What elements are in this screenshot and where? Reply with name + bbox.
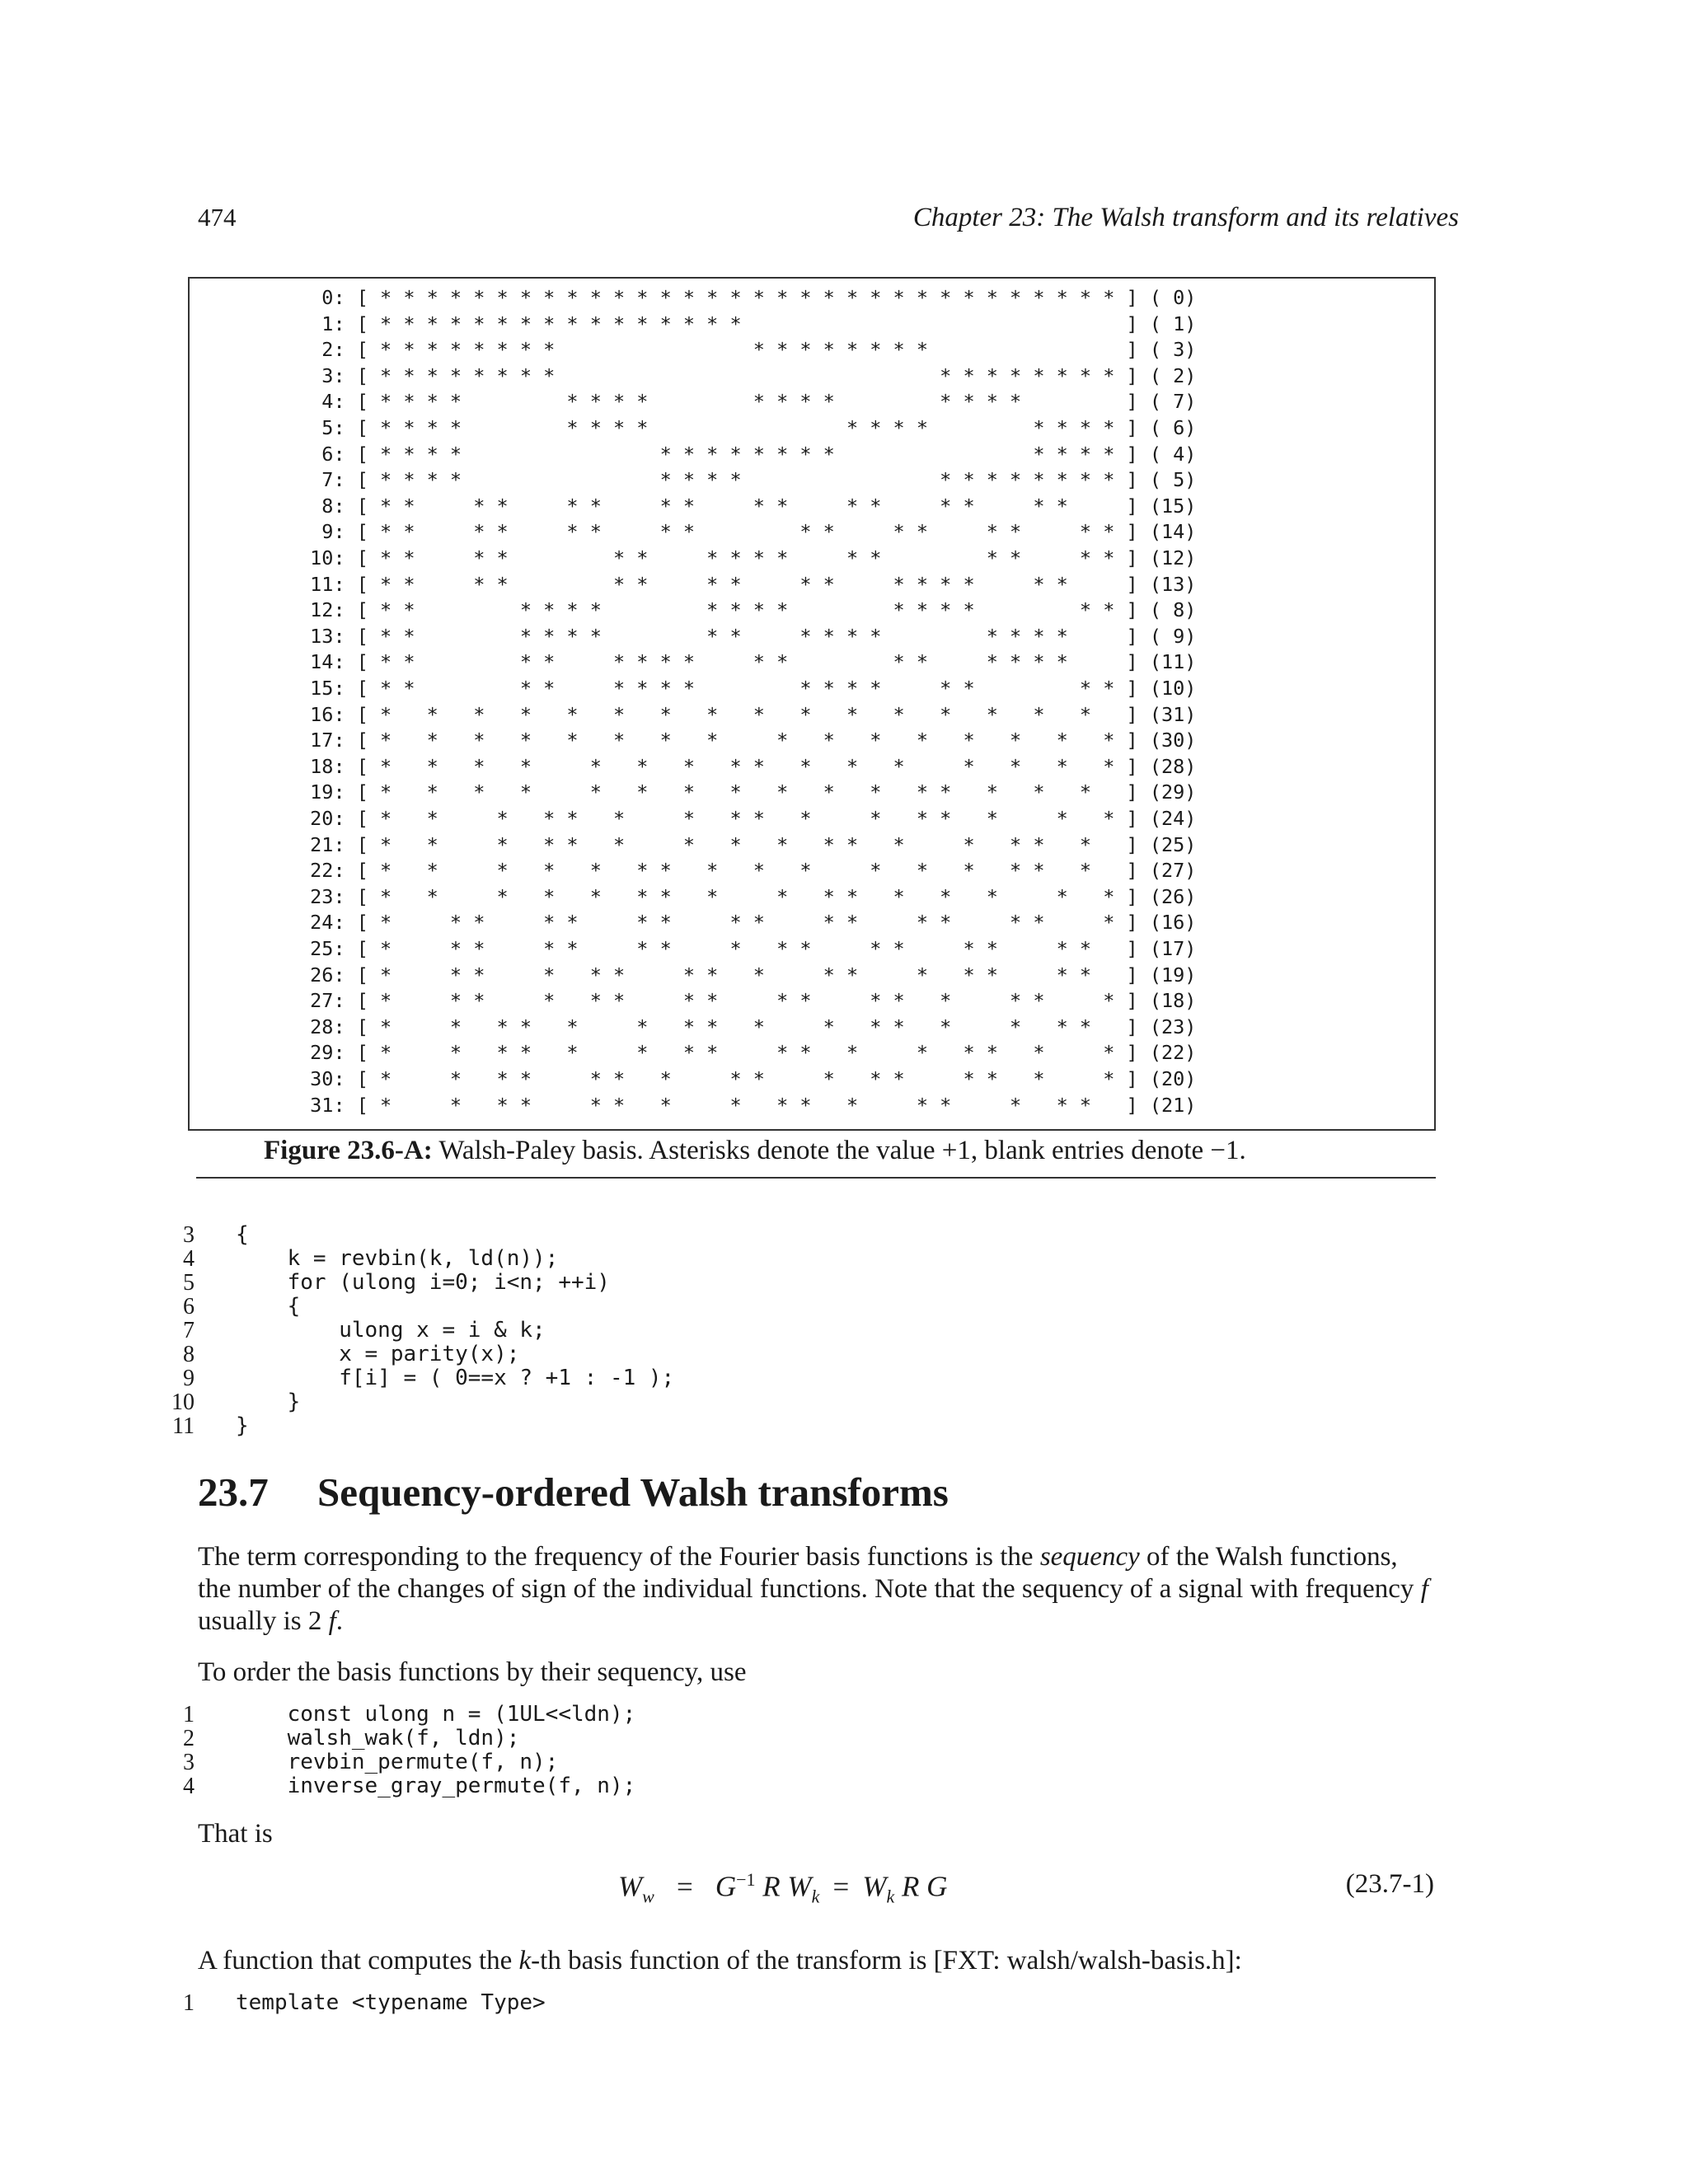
code-text: for (ulong i=0; i<n; ++i) (236, 1270, 610, 1295)
code-text: ulong x = i & k; (236, 1318, 546, 1343)
para4-text-a: A function that computes the (198, 1946, 519, 1975)
basis-row: 9: [ * * * * * * * * * * * * * * * * ] (14) (298, 520, 1197, 544)
eq-rw: R W (762, 1870, 812, 1903)
figure-rule (196, 1177, 1436, 1179)
basis-row: 12: [ * * * * * * * * * * * * * * * * ] ( 8) (298, 598, 1197, 622)
code-text: x = parity(x); (236, 1342, 520, 1366)
page-number: 474 (198, 203, 237, 232)
code-text: revbin_permute(f, n); (236, 1750, 559, 1774)
code-text: k = revbin(k, ld(n)); (236, 1246, 559, 1271)
basis-row: 31: [ * * * * * * * * * * * * * * * * ] (21) (298, 1093, 1197, 1117)
basis-row: 21: [ * * * * * * * * * * * * * * * * ] (25) (298, 832, 1197, 856)
basis-row: 27: [ * * * * * * * * * * * * * * * * ] (18) (298, 989, 1197, 1013)
code-text: walsh_wak(f, ldn); (236, 1726, 520, 1750)
para1-text-c: of the Walsh functions, the number of the changes of sign of the individual functions. Note that the sequency of a signal with frequency (198, 1542, 1421, 1604)
basis-row: 7: [ * * * * * * * * * * * * * * * * ] ( 5) (298, 468, 1197, 492)
line-number: 8 (183, 1342, 195, 1367)
basis-row: 23: [ * * * * * * * * * * * * * * * * ] (26) (298, 884, 1197, 908)
basis-row: 10: [ * * * * * * * * * * * * * * * * ] (12) (298, 546, 1197, 569)
basis-row: 29: [ * * * * * * * * * * * * * * * * ] (22) (298, 1041, 1197, 1065)
section-heading (198, 1469, 949, 1516)
para1-var-f: f (1420, 1574, 1428, 1604)
basis-row: 14: [ * * * * * * * * * * * * * * * * ] (11) (298, 650, 1197, 674)
para1-term-sequency: sequency (1039, 1542, 1140, 1572)
basis-row: 19: [ * * * * * * * * * * * * * * * * ] (29) (298, 780, 1197, 804)
basis-row: 0: [ * * * * * * * * * * * * * * * * * * * * * * * * * * * * * * * * ] ( 0) (298, 286, 1197, 309)
eq-equals-2: = (832, 1870, 850, 1903)
code-text: template <typename Type> (236, 1990, 546, 2015)
section-number: 23.7 (198, 1469, 269, 1515)
line-number: 2 (183, 1726, 195, 1751)
line-number: 3 (183, 1750, 195, 1775)
para1-text-g: . (335, 1606, 344, 1636)
paragraph-that-is: That is (198, 1819, 273, 1849)
basis-row: 24: [ * * * * * * * * * * * * * * * * ] (16) (298, 911, 1197, 935)
code-listing-template (162, 1991, 903, 2024)
eq-lhs: W (618, 1870, 643, 1903)
code-text: } (236, 1413, 249, 1438)
code-listing-basis (162, 1223, 903, 1446)
para4-text-c: -th basis function of the transform is [FXT: walsh/walsh-basis.h]: (531, 1946, 1242, 1975)
eq-rg: R G (902, 1870, 948, 1903)
eq-w2-sub: k (886, 1886, 895, 1907)
basis-row: 28: [ * * * * * * * * * * * * * * * * ] (23) (298, 1015, 1197, 1038)
line-number: 5 (183, 1270, 195, 1296)
figure-caption (264, 1136, 1246, 1166)
basis-row: 13: [ * * * * * * * * * * * * * * * * ] ( 9) (298, 624, 1197, 648)
figure-caption-label: Figure 23.6-A: (264, 1136, 433, 1165)
paragraph-function (198, 1945, 1434, 1977)
paragraph-order: To order the basis functions by their sequency, use (198, 1657, 747, 1687)
code-text: { (236, 1294, 301, 1319)
code-text: inverse_gray_permute(f, n); (236, 1774, 636, 1798)
figure-caption-text: Walsh-Paley basis. Asterisks denote the value +1, blank entries denote −1. (432, 1136, 1246, 1165)
basis-row: 2: [ * * * * * * * * * * * * * * * * ] ( 3) (298, 338, 1197, 362)
basis-row: 16: [ * * * * * * * * * * * * * * * * ] (31) (298, 702, 1197, 726)
basis-row: 30: [ * * * * * * * * * * * * * * * * ] (20) (298, 1067, 1197, 1090)
running-head: Chapter 23: The Walsh transform and its relatives (912, 203, 1459, 232)
line-number: 7 (183, 1318, 195, 1343)
line-number: 11 (172, 1413, 195, 1439)
code-text: } (236, 1390, 301, 1414)
figure-box (188, 277, 1436, 1131)
eq-g-sup: −1 (736, 1869, 756, 1890)
basis-row: 22: [ * * * * * * * * * * * * * * * * ] (27) (298, 859, 1197, 883)
line-number: 4 (183, 1774, 195, 1799)
para4-var-k: k (518, 1946, 532, 1975)
code-text: const ulong n = (1UL<<ldn); (236, 1702, 636, 1727)
para1-text-a: The term corresponding to the frequency of the Fourier basis functions is the (198, 1542, 1040, 1572)
paragraph-sequency (198, 1541, 1434, 1638)
line-number: 1 (183, 1702, 195, 1727)
basis-row: 20: [ * * * * * * * * * * * * * * * * ] (24) (298, 807, 1197, 830)
basis-row: 11: [ * * * * * * * * * * * * * * * * ] (13) (298, 572, 1197, 596)
equation-number: (23.7-1) (1345, 1869, 1434, 1899)
eq-g: G (715, 1870, 737, 1903)
eq-rw-sub: k (811, 1886, 820, 1907)
eq-equals-1: = (676, 1870, 693, 1903)
line-number: 10 (171, 1390, 195, 1415)
code-listing-sequency (162, 1703, 903, 1802)
basis-row: 15: [ * * * * * * * * * * * * * * * * ] (10) (298, 677, 1197, 700)
basis-row: 17: [ * * * * * * * * * * * * * * * * ] (30) (298, 729, 1197, 752)
basis-row: 25: [ * * * * * * * * * * * * * * * * ] (17) (298, 937, 1197, 960)
code-text: f[i] = ( 0==x ? +1 : -1 ); (236, 1366, 675, 1390)
basis-row: 4: [ * * * * * * * * * * * * * * * * ] ( 7) (298, 390, 1197, 414)
eq-w2: W (862, 1870, 887, 1903)
para1-text-e: usually is 2 (198, 1606, 329, 1636)
line-number: 3 (183, 1222, 195, 1248)
line-number: 6 (183, 1294, 195, 1319)
line-number: 1 (183, 1990, 195, 2016)
basis-row: 26: [ * * * * * * * * * * * * * * * * ] (19) (298, 963, 1197, 987)
basis-row: 3: [ * * * * * * * * * * * * * * * * ] ( 2) (298, 363, 1197, 387)
basis-row: 8: [ * * * * * * * * * * * * * * * * ] (15) (298, 494, 1197, 518)
basis-row: 18: [ * * * * * * * * * * * * * * * * ] (28) (298, 754, 1197, 778)
basis-row: 6: [ * * * * * * * * * * * * * * * * ] ( 4) (298, 442, 1197, 466)
line-number: 4 (183, 1246, 195, 1272)
equation-23-7-1 (618, 1869, 947, 1908)
basis-row: 5: [ * * * * * * * * * * * * * * * * ] ( 6) (298, 416, 1197, 439)
line-number: 9 (183, 1366, 195, 1391)
section-title: Sequency-ordered Walsh transforms (317, 1469, 949, 1515)
eq-lhs-sub: w (642, 1886, 654, 1907)
code-text: { (236, 1222, 249, 1247)
para1-var-f2: f (328, 1606, 336, 1636)
basis-row: 1: [ * * * * * * * * * * * * * * * * ] ( 1) (298, 312, 1197, 335)
